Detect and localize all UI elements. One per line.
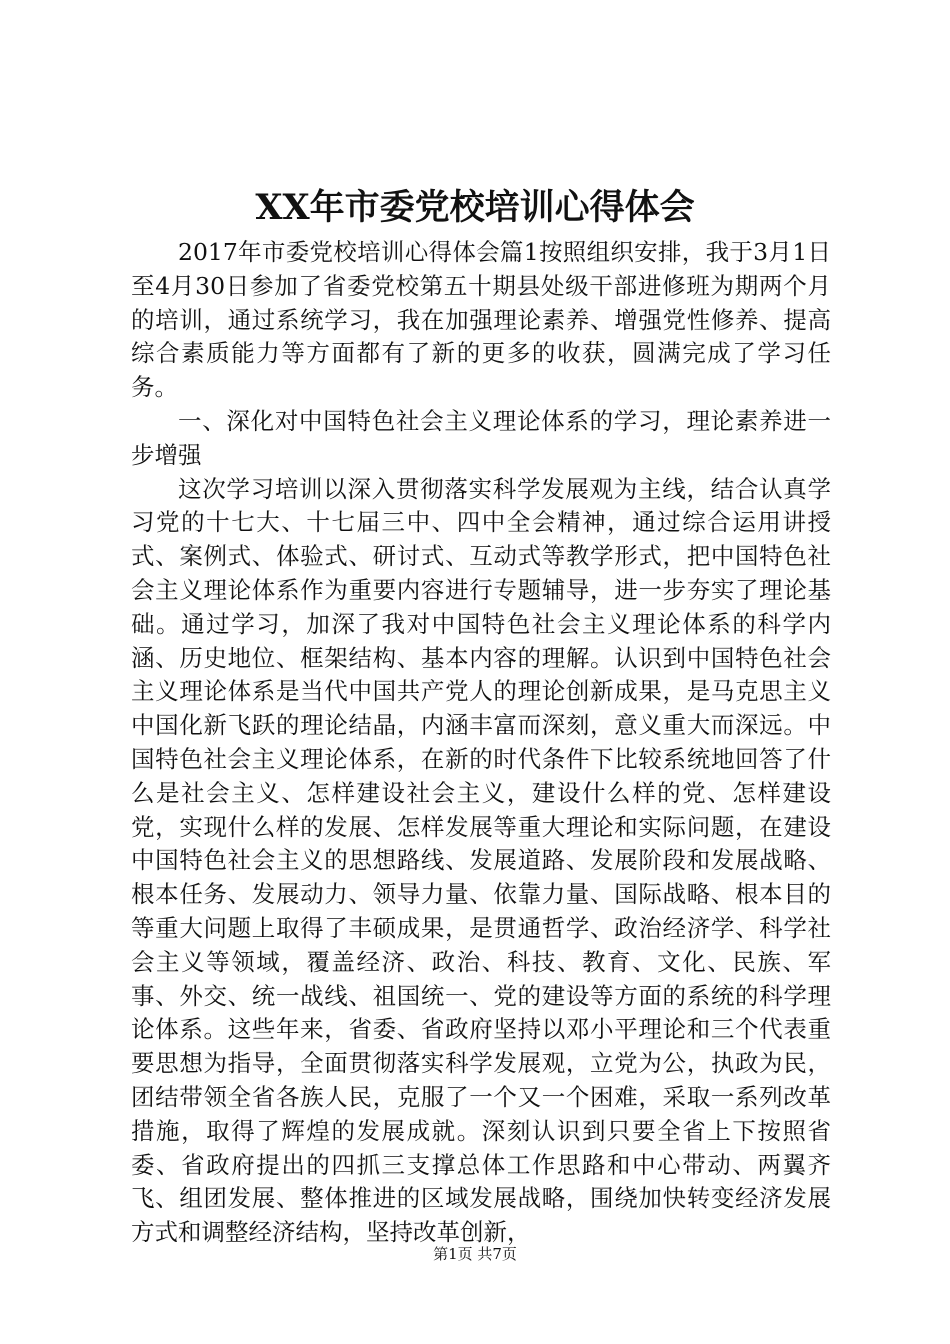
paragraph-body: 这次学习培训以深入贯彻落实科学发展观为主线，结合认真学习党的十七大、十七届三中、四中全会精神，通过综合运用讲授式、案例式、体验式、研讨式、互动式等教学形式，把中国特色社会主义理论体系作为重要内容进行专题辅导，进一步夯实了理论基础。通过学习，加深了我对中国特色社会主义理论体系的科学内涵、历史地位、框架结构、基本内容的理解。认识到中国特色社会主义理论体系是当代中国共产党人的理论创新成果，是马克思主义中国化新飞跃的理论结晶，内涵丰富而深刻，意义重大而深远。中国特色社会主义理论体系，在新的时代条件下比较系统地回答了什么是社会主义、怎样建设社会主义，建设什么样的党、怎样建设党，实现什么样的发展、怎样发展等重大理论和实际问题，在建设中国特色社会主义的思想路线、发展道路、发展阶段和发展战略、根本任务、发展动力、领导力量、依靠力量、国际战略、根本目的等重大问题上取得了丰硕成果，是贯通哲学、政治经济学、科学社会主义等领域，覆盖经济、政治、科技、教育、文化、民族、军事、外交、统一战线、祖国统一、党的建设等方面的系统的科学理论体系。这些年来，省委、省政府坚持以邓小平理论和三个代表重要思想为指导，全面贯彻落实科学发展观，立党为公，执政为民，团结带领全省各族人民，克服了一个又一个困难，采取一系列改革措施，取得了辉煌的发展成就。深刻认识到只要全省上下按照省委、省政府提出的四抓三支撑总体工作思路和中心带动、两翼齐飞、组团发展、整体推进的区域发展战略，围绕加快转变经济发展方式和调整经济结构，坚持改革创新， bbox=[131, 474, 831, 1247]
paragraph-intro: 2017年市委党校培训心得体会篇1按照组织安排，我于3月1日至4月30日参加了省委党校第五十期县处级干部进修班为期两个月的培训，通过系统学习，我在加强理论素养、增强党性修养、提高综合素质能力等方面都有了新的更多的收获，圆满完成了学习任务。 bbox=[131, 238, 831, 402]
page-footer: 第1页 共7页 bbox=[433, 1245, 517, 1263]
document-title: XX年市委党校培训心得体会 bbox=[255, 187, 695, 228]
section-heading: 一、深化对中国特色社会主义理论体系的学习，理论素养进一步增强 bbox=[131, 406, 831, 469]
document-body bbox=[131, 236, 831, 1250]
